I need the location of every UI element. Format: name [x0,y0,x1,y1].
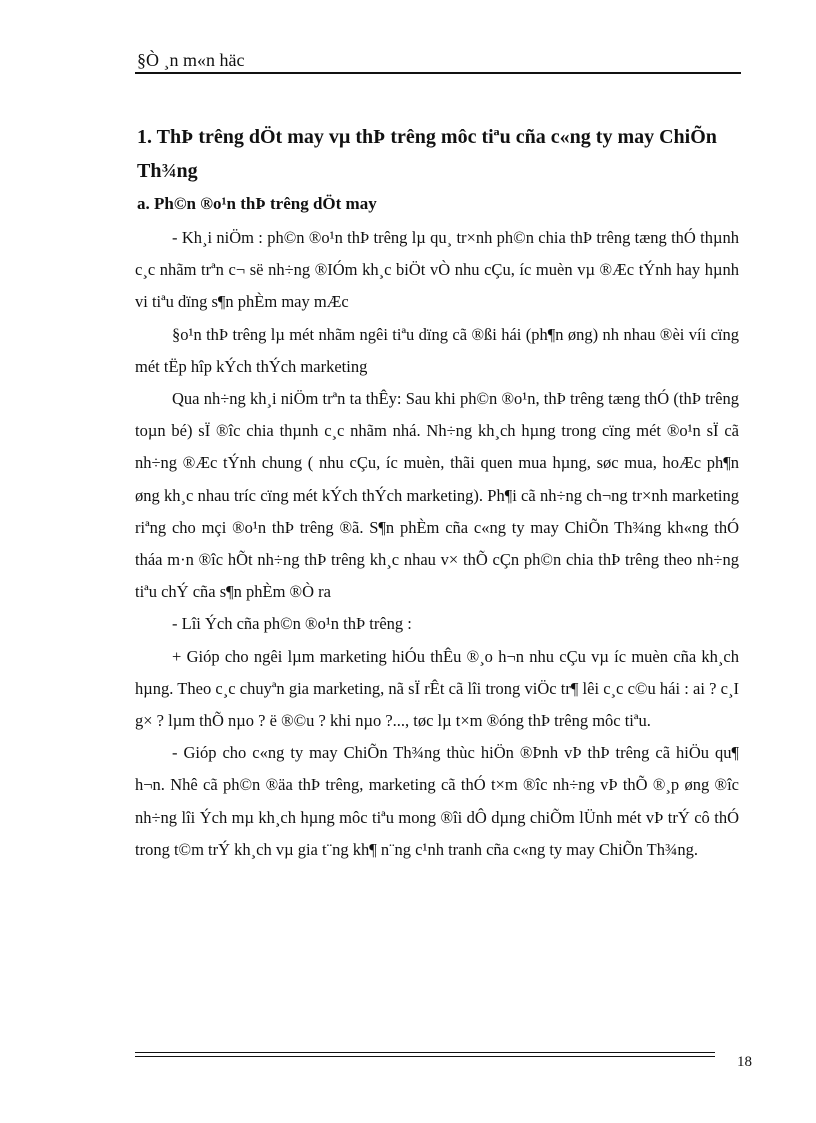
footer-rule [135,1056,715,1057]
paragraph-benefit-2: - Gióp cho c«ng ty may ChiÕn Th¾ng thùc hiÖn ®Þnh vÞ thÞ trêng cã hiÖu qu¶ h¬n. Nhê cã ph©n ®äa thÞ trêng, marketing cã thÓ t×m ®îc nh÷ng vÞ thÕ ®¸p øng ®îc nh÷ng lîi Ých mµ kh¸ch hµng môc tiªu mong ®îi dÔ dµng chiÕm lÜnh mét vÞ trÝ cô thÓ trong t©m trÝ kh¸ch vµ gia t¨ng kh¶ n¨ng c¹nh tranh cña c«ng ty may ChiÕn Th¾ng. [135,743,739,859]
running-header: §Ò ¸n m«n häc [137,50,245,70]
paragraph-segment-definition: §o¹n thÞ trêng lµ mét nhãm ngêi tiªu dïng cã ®ßi hái (ph¶n øng) nh nhau ®èi víi cïng mét tËp hîp kÝch thÝch marketing [135,324,739,376]
paragraph-benefits-heading: - Lîi Ých cña ph©n ®o¹n thÞ trêng : [172,614,412,634]
footer-rule [135,1052,715,1053]
paragraph-explanation: Qua nh÷ng kh¸i niÖm trªn ta thÊy: Sau khi ph©n ®o¹n, thÞ trêng tæng thÓ (thÞ trêng toµn bé) sÏ ®îc chia thµnh c¸c nhãm nhá. Nh÷ng kh¸ch hµng trong cïng mét ®o¹n sÏ cã nh÷ng ®Æc tÝnh chung ( nhu cÇu, íc muèn, thãi quen mua hµng, søc mua, hoÆc ph¶n øng kh¸c nhau tríc cïng mét kÝch thÝch marketing). Ph¶i cã nh÷ng ch¬ng tr×nh marketing riªng cho mçi ®o¹n thÞ trêng ®ã. S¶n phÈm cña c«ng ty may ChiÕn Th¾ng kh«ng thÓ tháa m·n ®îc hÕt nh÷ng thÞ trêng kh¸c nhau v× thÕ cÇn ph©n chia thÞ trêng theo nh÷ng tiªu chÝ cña s¶n phÈm ®Ò ra [135,389,739,602]
page-number: 18 [737,1054,752,1070]
section-title: 1. ThÞ trêng dÖt may vµ thÞ trêng môc tiªu cña c«ng ty may ChiÕn Th¾ng [137,126,717,182]
header-rule [135,72,741,74]
paragraph-definition: - Kh¸i niÖm : ph©n ®o¹n thÞ trêng lµ qu¸ tr×nh ph©n chia thÞ trêng tæng thÓ thµnh c¸c nhãm trªn c¬ së nh÷ng ®IÓm kh¸c biÖt vÒ nhu cÇu, íc muèn vµ ®Æc tÝnh hay hµnh vi tiªu dïng s¶n phÈm may mÆc [135,228,739,312]
paragraph-benefit-1: + Gióp cho ngêi lµm marketing hiÓu thÊu ®¸o h¬n nhu cÇu vµ íc muèn cña kh¸ch hµng. Theo c¸c chuyªn gia marketing, nã sÏ rÊt cã lîi trong viÖc tr¶ lêi c¸c c©u hái : ai ? c¸I g× ? lµm thÕ nµo ? ë ®©u ? khi nµo ?..., tøc lµ t×m ®óng thÞ trêng môc tiªu. [135,646,739,731]
body-text [135,222,739,866]
subsection-heading: a. Ph©n ®o¹n thÞ trêng dÖt may [137,194,377,213]
